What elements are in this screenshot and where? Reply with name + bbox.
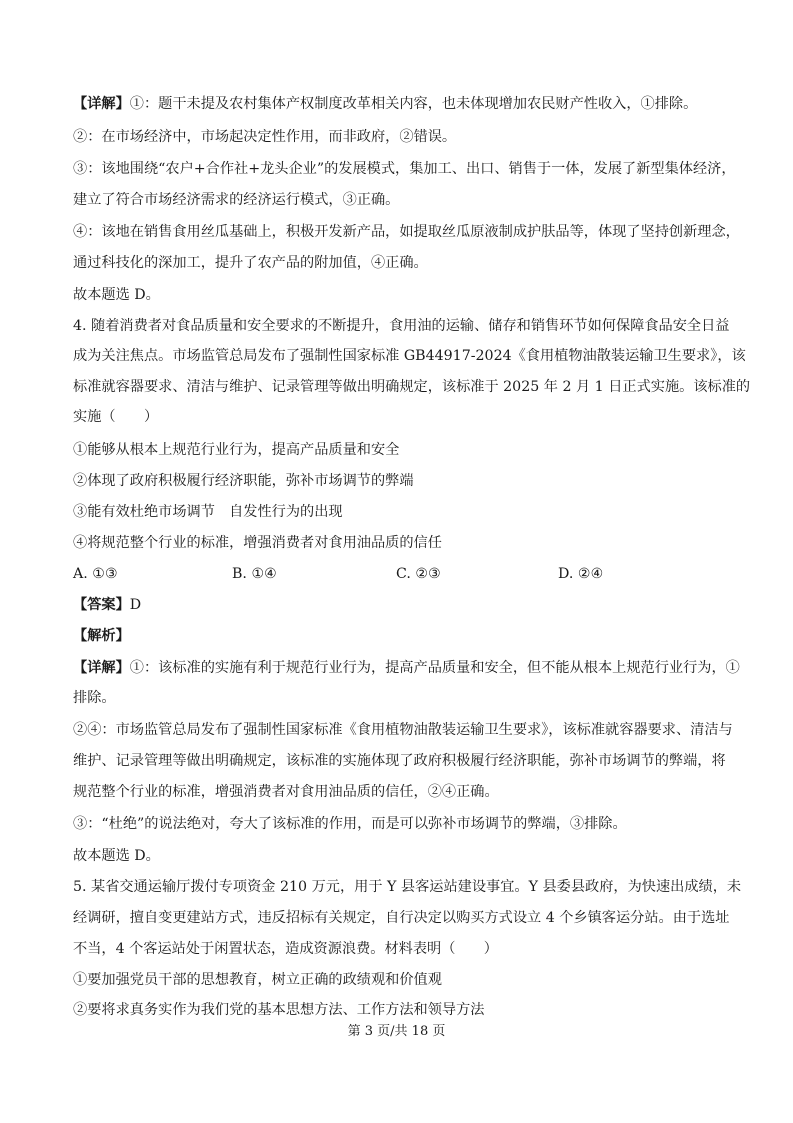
q5-stem-line-2: 经调研，擅自变更建站方式，违反招标有关规定，自行决定以购买方式设立 4 个乡镇客运分站。由于选址 [73, 910, 730, 926]
q4-stem-line-1: 4. 随着消费者对食品质量和安全要求的不断提升，食用油的运输、储存和销售环节如何保障食品安全日益 [73, 318, 730, 334]
q4-analysis-label: 【解析】 [73, 628, 130, 644]
q5-statement-2: ②要将求真务实作为我们党的基本思想方法、工作方法和领导方法 [73, 1002, 485, 1018]
q3-detail-line-3: ③：该地围绕“农户+合作社+龙头企业”的发展模式，集加工、出口、销售于一体，发展了新型集体经济， [73, 161, 736, 177]
q4-stem-line-4: 实施（ ） [73, 409, 159, 425]
q4-detail-label: 【详解】 [73, 660, 130, 676]
q4-statement-1: ①能够从根本上规范行业行为，提高产品质量和安全 [73, 442, 400, 458]
q4-stem-line-3: 标准就容器要求、清洁与维护、记录管理等做出明确规定，该标准于 2025 年 2 月 1 日正式实施。该标准的 [73, 379, 751, 395]
q4-detail-line-2: 排除。 [73, 690, 116, 706]
q4-conclusion: 故本题选 D。 [73, 848, 160, 864]
q4-option-c: C. ②③ [396, 566, 441, 582]
q3-detail-line-1: 【详解】①：题干未提及农村集体产权制度改革相关内容，也未体现增加农民财产性收入，①排除。 [73, 96, 698, 112]
q3-detail-line-6: 通过科技化的深加工，提升了农产品的附加值，④正确。 [73, 255, 428, 271]
q5-stem-line-3: 不当，4 个客运站处于闲置状态，造成资源浪费。材料表明（ ） [73, 941, 498, 957]
q4-option-a: A. ①③ [73, 566, 118, 582]
q4-stem-line-2: 成为关注焦点。市场监管总局发布了强制性国家标准 GB44917-2024《食用植物油散装运输卫生要求》，该 [73, 348, 746, 364]
q3-detail-line-5: ④：该地在销售食用丝瓜基础上，积极开发新产品，如提取丝瓜原液制成护肤品等，体现了坚持创新理念， [73, 224, 740, 240]
q4-statement-4: ④将规范整个行业的标准，增强消费者对食用油品质的信任 [73, 535, 442, 551]
q4-statement-3: ③能有效杜绝市场调节 自发性行为的出现 [73, 504, 343, 520]
page-number: 第 3 页/共 18 页 [347, 1024, 446, 1039]
q4-answer [73, 595, 141, 615]
q4-answer-label: 【答案】 [73, 597, 130, 613]
q3-detail-line-4: 建立了符合市场经济需求的经济运行模式，③正确。 [73, 192, 400, 208]
q4-detail-line-5: 规范整个行业的标准，增强消费者对食用油品质的信任，②④正确。 [73, 784, 499, 800]
q4-option-b: B. ①④ [232, 566, 277, 582]
q4-detail-line-1: 【详解】①：该标准的实施有利于规范行业行为，提高产品质量和安全，但不能从根本上规范行业行为，① [73, 660, 740, 676]
q4-option-d: D. ②④ [558, 566, 604, 582]
q5-stem-line-1: 5. 某省交通运输厅拨付专项资金 210 万元，用于 Y 县客运站建设事宜。Y 县委县政府，为快速出成绩，未 [73, 879, 742, 895]
q4-statement-2: ②体现了政府积极履行经济职能，弥补市场调节的弊端 [73, 473, 414, 489]
q3-conclusion: 故本题选 D。 [73, 287, 160, 303]
q3-detail-label: 【详解】 [73, 96, 130, 112]
q4-detail-line-3: ②④：市场监管总局发布了强制性国家标准《食用植物油散装运输卫生要求》，该标准就容器要求、清洁与 [73, 722, 733, 738]
q5-statement-1: ①要加强党员干部的思想教育，树立正确的政绩观和价值观 [73, 972, 442, 988]
q4-detail-line-6: ③：“杜绝”的说法绝对，夸大了该标准的作用，而是可以弥补市场调节的弊端，③排除。 [73, 816, 627, 832]
q4-detail-line-4: 维护、记录管理等做出明确规定，该标准的实施体现了政府积极履行经济职能，弥补市场调节的弊端，将 [73, 753, 726, 769]
q3-detail-line-2: ②：在市场经济中，市场起决定性作用，而非政府，②错误。 [73, 129, 457, 145]
q4-answer-value: D [129, 597, 142, 613]
